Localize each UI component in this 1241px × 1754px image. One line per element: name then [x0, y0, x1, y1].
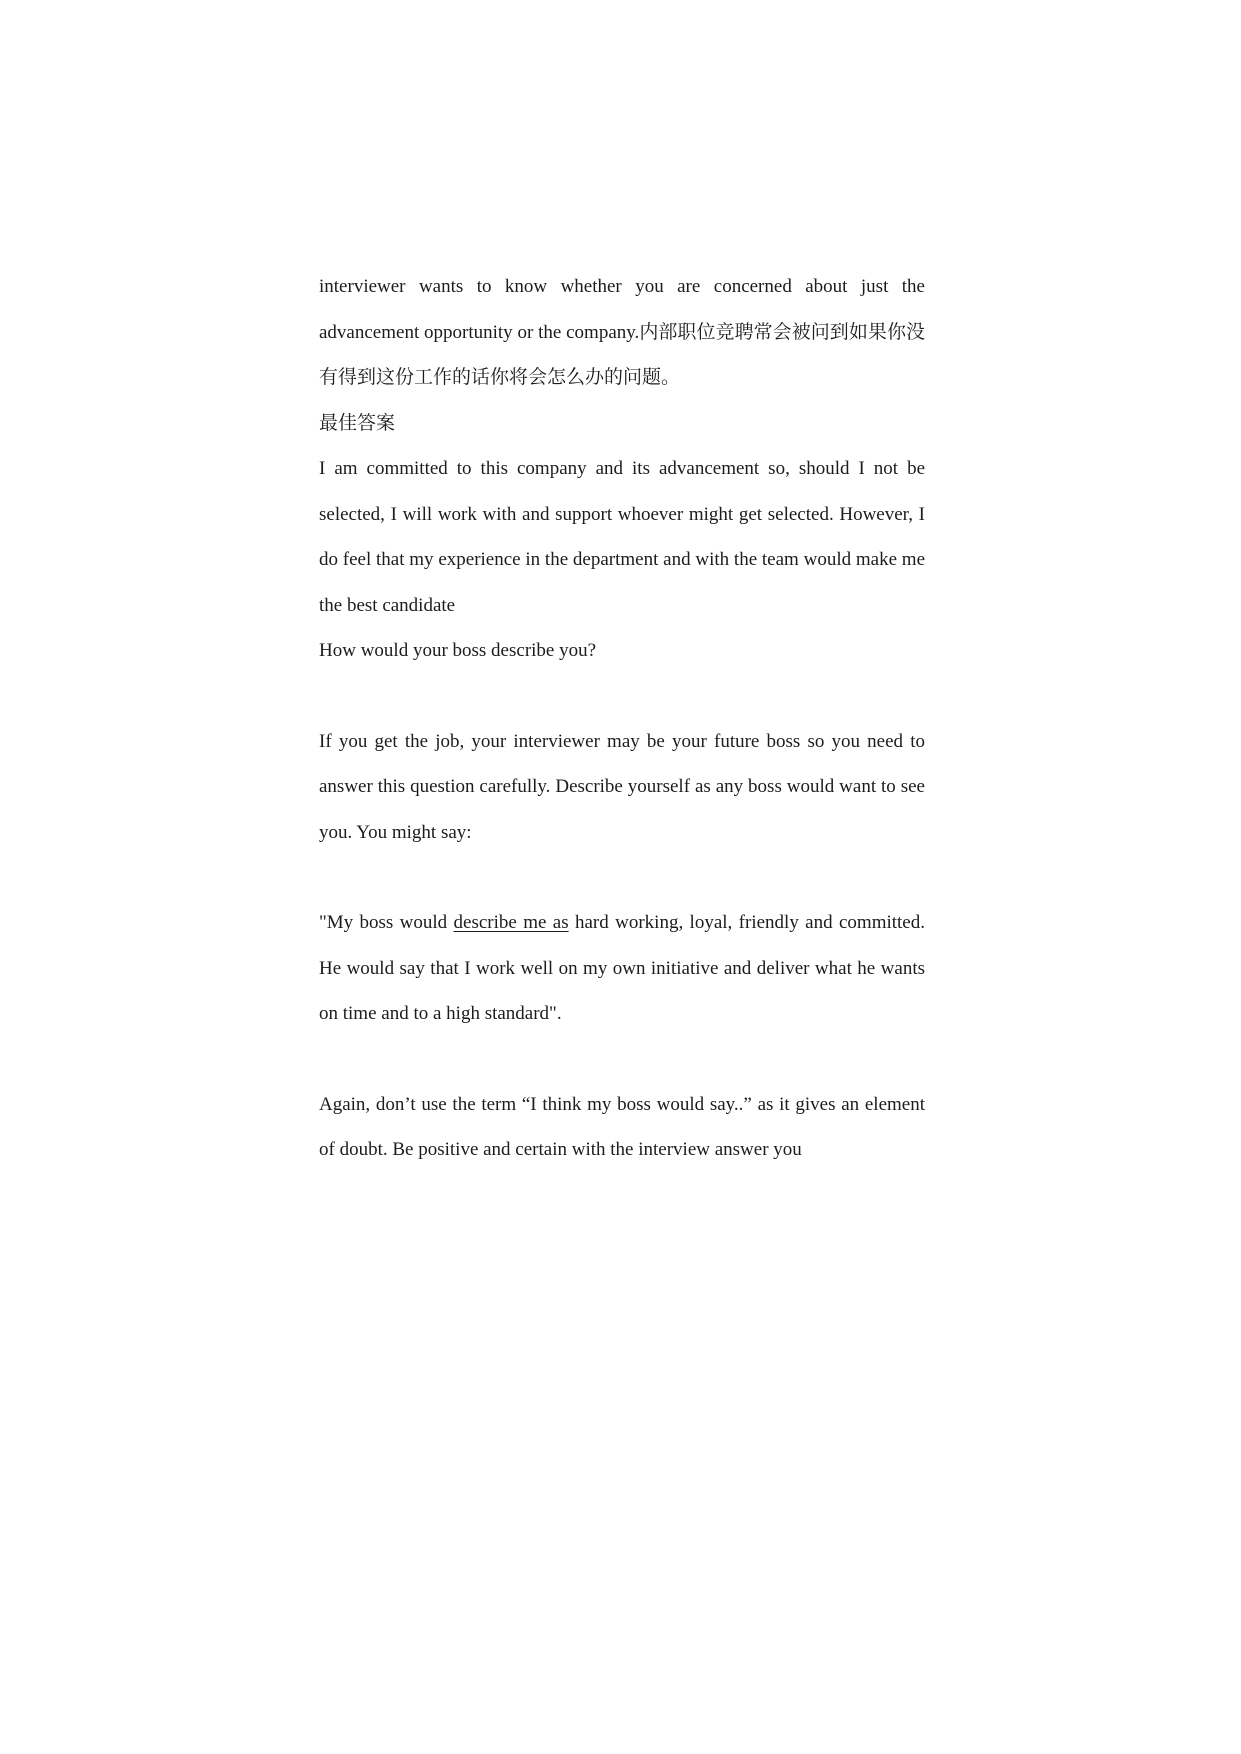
closing-paragraph: Again, don’t use the term “I think my boss would say..” as it gives an element of doubt. Be positive and certain with the interview answer you: [319, 1093, 925, 1160]
advice-paragraph: If you get the job, your interviewer may be your future boss so you need to answer this question carefully. Describe yourself as any boss would want to see you. You might say:: [319, 730, 925, 843]
intro-paragraph: interviewer wants to know whether you are concerned about just the advancement opportunity or the company.内部职位竞聘常会被问到如果你没有得到这份工作的话你将会怎么办的问题。: [319, 276, 925, 388]
question-heading: How would your boss describe you?: [319, 640, 597, 661]
best-answer-heading: 最佳答案: [319, 412, 396, 434]
quote-underlined-text: describe me as: [453, 912, 569, 933]
best-answer-paragraph: I am committed to this company and its advancement so, should I not be selected, I will work with and support whoever might get selected. However, I do feel that my experience in the department and with the team would make me the best candidate: [319, 458, 925, 616]
sample-quote-paragraph: [319, 900, 925, 1037]
document-body: [319, 264, 925, 1173]
quote-end-text: hard working, loyal, friendly and committed. He would say that I work well on my own initiative and deliver what he wants on time and to a high standard".: [319, 912, 925, 1024]
quote-start-text: "My boss would: [319, 912, 454, 933]
